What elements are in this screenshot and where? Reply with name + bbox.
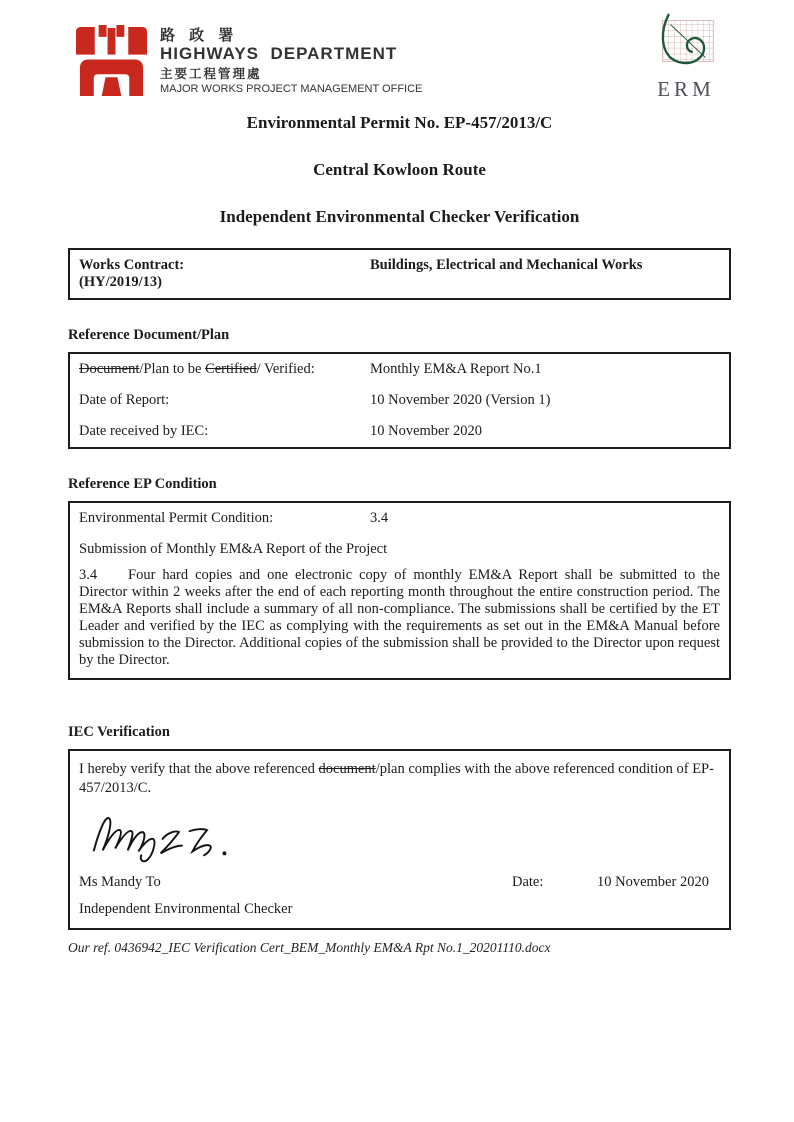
struck-word-document: document — [318, 761, 376, 777]
hyd-office-english: MAJOR WORKS PROJECT MANAGEMENT OFFICE — [160, 83, 423, 95]
document-to-verify-value: Monthly EM&A Report No.1 — [370, 361, 542, 377]
ep-condition-clause — [70, 565, 729, 678]
works-contract-value: Buildings, Electrical and Mechanical Works (HY/2019/13) — [79, 257, 650, 290]
ep-condition-label: Environmental Permit Condition: — [79, 510, 274, 526]
signature-image — [83, 806, 273, 864]
date-received-value: 10 November 2020 — [370, 423, 482, 439]
document-body — [68, 112, 731, 956]
date-received-row — [70, 416, 729, 447]
signatory-title: Independent Environmental Checker — [79, 901, 293, 917]
hyd-name-english: HIGHWAYS DEPARTMENT — [160, 44, 398, 63]
works-contract-label: Works Contract: — [79, 257, 185, 273]
iec-verification-heading: IEC Verification — [68, 724, 170, 740]
ep-condition-row — [70, 503, 729, 534]
signatory-name: Ms Mandy To — [79, 874, 161, 890]
date-label: Date: — [512, 874, 544, 890]
project-title: Central Kowloon Route — [313, 160, 486, 179]
date-received-label: Date received by IEC: — [79, 423, 209, 439]
clause-number: 3.4 — [79, 567, 98, 583]
verification-title: Independent Environmental Checker Verification — [219, 207, 580, 226]
highways-department-logo-icon — [76, 25, 147, 96]
hyd-name-chinese: 路 政 署 — [160, 27, 239, 44]
date-of-report-row — [70, 385, 729, 416]
date-of-report-value: 10 November 2020 (Version 1) — [370, 392, 551, 408]
erm-spiral-icon — [651, 12, 721, 74]
date-value: 10 November 2020 — [597, 874, 709, 890]
clause-text: Four hard copies and one electronic copy of monthly EM&A Report shall be submitted to the Director within 2 weeks after the end of each reporting month throughout the entire construction period. The EM&A Reports shall include a summary of all non-compliance. The submissions shall be certified by the ET Leader and verified by the IEC as complying with the requirements as set out in the EM&A Manual before submission to the Director. Additional copies of the submission shall be provided to the Director upon request by the Director. — [79, 567, 720, 668]
hyd-office-chinese: 主要工程管理處 — [160, 67, 262, 81]
reference-document-heading: Reference Document/Plan — [68, 327, 230, 343]
erm-wordmark: ERM — [657, 77, 715, 101]
verification-statement: I hereby verify that the above referenced document/plan complies with the above referenced condition of EP-457/2013/C. — [79, 761, 714, 796]
highways-department-wordmark — [160, 25, 422, 96]
our-ref-line: Our ref. 0436942_IEC Verification Cert_BEM_Monthly EM&A Rpt No.1_20201110.docx — [68, 940, 551, 955]
reference-ep-condition-heading: Reference EP Condition — [68, 476, 217, 492]
ep-condition-table — [68, 501, 731, 680]
works-contract-table — [68, 248, 731, 300]
ep-condition-subject: Submission of Monthly EM&A Report of the Project — [79, 541, 388, 557]
iec-verification-box — [68, 749, 731, 930]
document-to-verify-label: Document/Plan to be Certified/ Verified: — [79, 361, 315, 377]
date-of-report-label: Date of Report: — [79, 392, 170, 408]
erm-logo — [650, 12, 722, 102]
reference-document-table — [68, 352, 731, 449]
signatory-row — [79, 874, 720, 893]
document-to-verify-row — [70, 354, 729, 385]
works-contract-row — [70, 250, 729, 298]
highways-department-logo — [76, 25, 422, 96]
permit-number-title: Environmental Permit No. EP-457/2013/C — [246, 113, 553, 132]
ep-condition-value: 3.4 — [370, 510, 389, 526]
